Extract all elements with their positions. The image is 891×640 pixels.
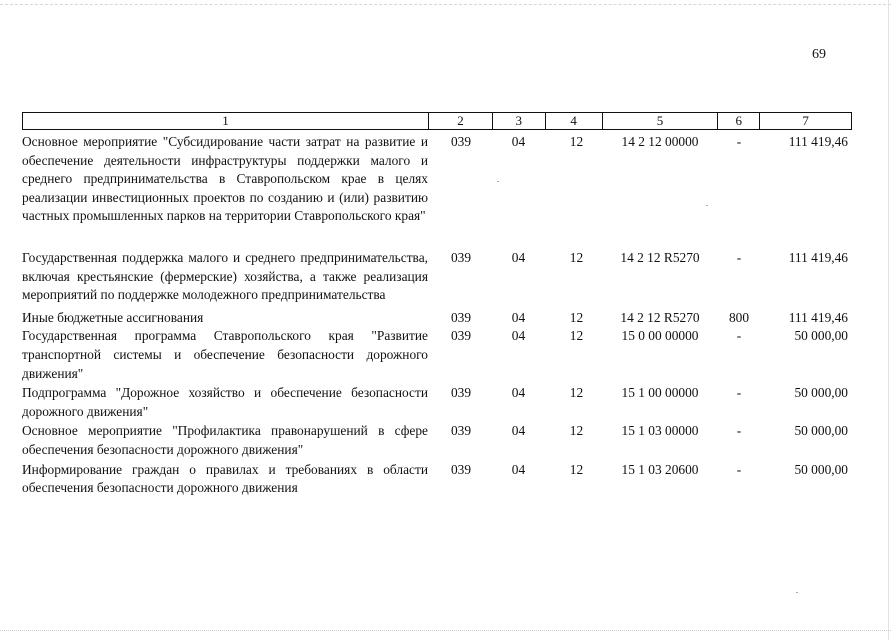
row-section: 04 — [511, 328, 526, 344]
row-name: Информирование граждан о правилах и требованиях в области обеспечения безопасности дорожного движения — [22, 461, 428, 496]
row-amount: 111 419,46 — [788, 134, 848, 149]
row-subsection: 12 — [569, 309, 584, 325]
row-ministry-code: 039 — [450, 461, 472, 477]
row-amount: 111 419,46 — [788, 249, 848, 265]
row-target-article: 15 1 03 20600 — [621, 461, 699, 477]
header-col-5: 5 — [602, 113, 718, 129]
row-section: 04 — [511, 385, 526, 401]
row-name: Основное мероприятие "Профилактика правонарушений в сфере обеспечения безопасности дорожного движения" — [22, 423, 428, 457]
row-expense-type: - — [736, 461, 742, 477]
row-ministry-code: 039 — [450, 249, 472, 265]
row-expense-type: - — [736, 249, 742, 265]
row-expense-type: - — [736, 423, 742, 439]
header-col-6: 6 — [717, 113, 759, 129]
row-subsection: 12 — [569, 423, 584, 439]
row-subsection: 12 — [569, 328, 584, 344]
row-name: Подпрограмма "Дорожное хозяйство и обеспечение безопасности дорожного движения" — [22, 385, 428, 419]
row-subsection: 12 — [569, 134, 584, 149]
row-expense-type: - — [736, 328, 742, 344]
row-ministry-code: 039 — [450, 423, 472, 439]
table-header-row — [22, 112, 852, 130]
row-target-article: 14 2 12 R5270 — [620, 309, 700, 325]
row-amount: 50 000,00 — [794, 385, 848, 401]
table-row — [22, 327, 852, 383]
header-col-3: 3 — [492, 113, 545, 129]
header-col-7: 7 — [759, 113, 851, 129]
row-subsection: 12 — [569, 461, 584, 477]
scan-right-edge — [887, 0, 889, 640]
budget-table — [22, 112, 852, 498]
header-col-4: 4 — [545, 113, 602, 129]
header-col-2: 2 — [428, 113, 492, 129]
table-row — [22, 249, 852, 305]
scan-bottom-edge — [0, 630, 891, 632]
row-amount: 50 000,00 — [794, 423, 848, 439]
row-name: Основное мероприятие "Субсидирование части затрат на развитие и обеспечение деятельности инфраструктуры поддержки малого и среднего предпринимательства в Ставропольском крае в целях реализации инвестиционных проектов по созданию и (или) развитию частных промышленных парков на территории Ставропольского края" — [22, 134, 428, 224]
row-amount: 50 000,00 — [794, 328, 848, 344]
row-amount: 111 419,46 — [788, 309, 848, 325]
header-col-1: 1 — [222, 113, 229, 128]
row-expense-type: 800 — [728, 309, 750, 325]
row-target-article: 14 2 12 R5270 — [620, 249, 700, 265]
row-target-article: 14 2 12 00000 — [621, 134, 699, 149]
row-section: 04 — [511, 249, 526, 265]
row-name: Государственная поддержка малого и среднего предпринимательства, включая крестьянские (фермерские) хозяйства, а также реализация мероприятий по поддержке молодежного предпринимательства — [22, 249, 428, 303]
table-row — [22, 309, 852, 328]
row-expense-type: - — [736, 385, 742, 401]
row-section: 04 — [511, 309, 526, 325]
row-expense-type: - — [736, 134, 742, 149]
row-ministry-code: 039 — [450, 328, 472, 344]
row-name: Государственная программа Ставропольского края "Развитие транспортной системы и обеспечение безопасности дорожного движения" — [22, 328, 428, 381]
table-row — [22, 422, 852, 459]
row-target-article: 15 0 00 00000 — [621, 328, 699, 344]
row-subsection: 12 — [569, 385, 584, 401]
scan-speck — [706, 205, 708, 206]
row-name: Иные бюджетные ассигнования — [22, 309, 204, 325]
table-row — [22, 133, 852, 226]
row-target-article: 15 1 00 00000 — [621, 385, 699, 401]
row-section: 04 — [511, 423, 526, 439]
scan-speck — [796, 592, 798, 593]
row-target-article: 15 1 03 00000 — [621, 423, 699, 439]
row-subsection: 12 — [569, 249, 584, 265]
row-ministry-code: 039 — [450, 385, 472, 401]
page-number: 69 — [812, 47, 826, 62]
row-section: 04 — [511, 461, 526, 477]
scan-speck — [497, 181, 499, 182]
row-amount: 50 000,00 — [794, 461, 848, 477]
table-row — [22, 384, 852, 421]
row-ministry-code: 039 — [450, 309, 472, 325]
table-row — [22, 461, 852, 498]
row-section: 04 — [511, 134, 526, 149]
row-ministry-code: 039 — [450, 134, 472, 149]
scan-top-edge — [0, 4, 891, 6]
